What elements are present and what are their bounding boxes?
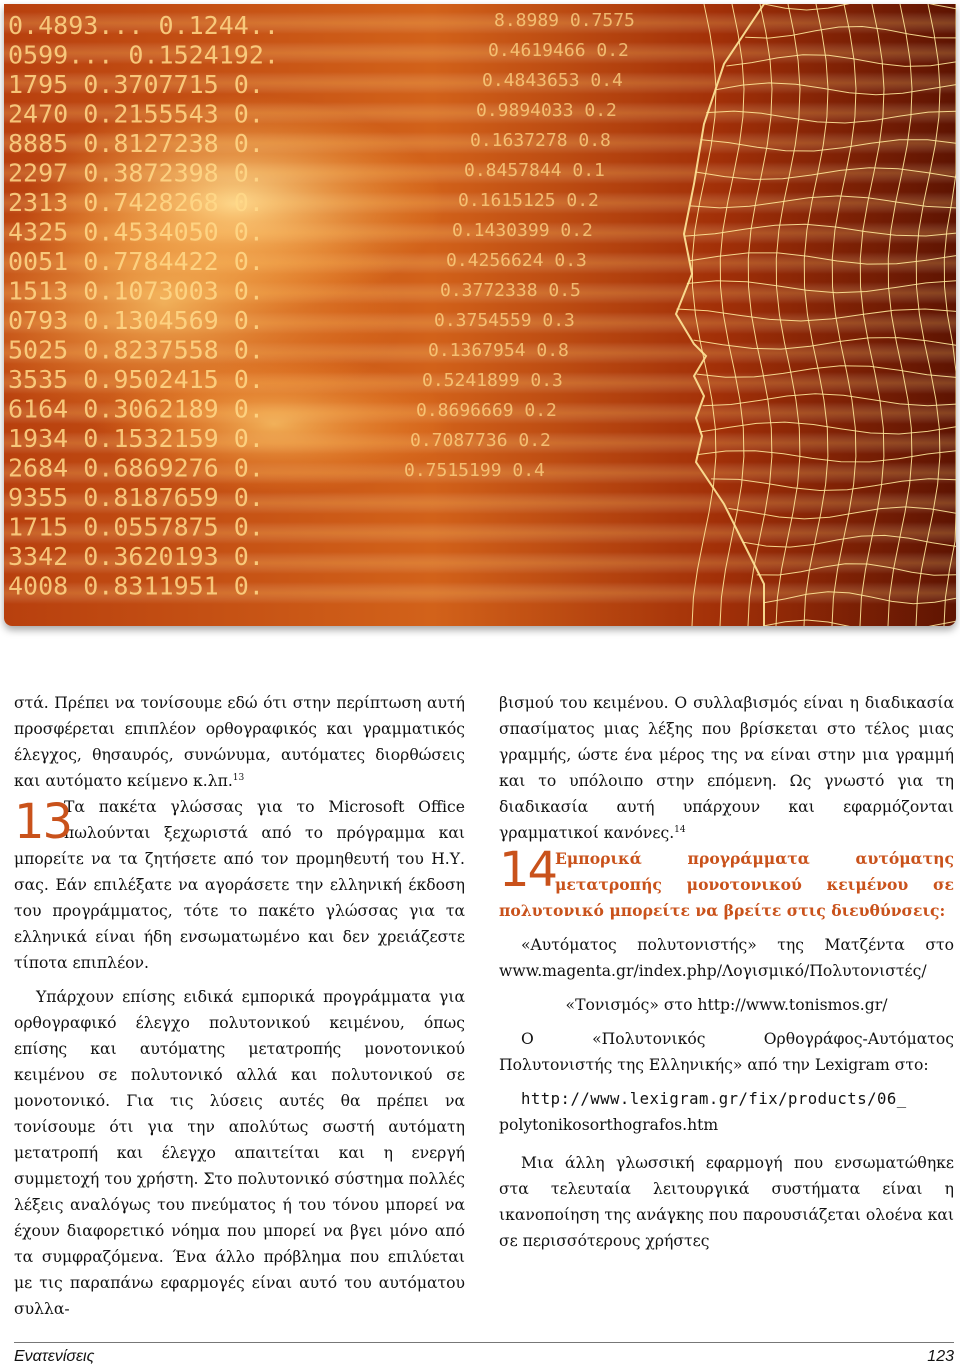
- footnote-number: 13: [14, 794, 72, 850]
- paragraph: Μια άλλη γλωσσική εφαρμογή που ενσωματώθηκε στα τελευταία λειτουργικά συστήματα είναι η ικανοποίηση της ανάγκης που παρουσιάζεται ολοένα και σε περισσότερους χρήστες: [499, 1154, 954, 1250]
- paragraph: στά. Πρέπει να τονίσουμε εδώ ότι στην περίπτωση αυτή προσφέρεται επιπλέον ορθογραφικός και γραμματικός έλεγχος, θησαυρός, συνώνυμα, αυτόματες διορθώσεις και αυτόματο κείμενο κ.λπ.$^{13}$: [14, 694, 465, 790]
- number-row: 0.8696669 0.2: [416, 400, 557, 421]
- number-row: 0051 0.7784422 0.: [8, 247, 264, 276]
- footnote-text: Εμπορικά προγράμματα αυτόματης μετατροπής μονοτονικού κειμένου σε πολυτονικό μπορείτε να βρείτε στις διευθύνσεις:: [499, 849, 954, 920]
- number-row: 1934 0.1532159 0.: [8, 424, 264, 453]
- number-row: 0.7087736 0.2: [410, 430, 551, 451]
- link-tonismos[interactable]: «Τονισμός» στο http://www.tonismos.gr/: [565, 996, 888, 1014]
- number-row: 0.3754559 0.3: [434, 310, 575, 331]
- link-lexigram-url[interactable]: http://www.lexigram.gr/fix/products/06_: [521, 1090, 907, 1108]
- number-row: 9355 0.8187659 0.: [8, 483, 264, 512]
- page-footer: [14, 1342, 954, 1366]
- digital-face-illustration: [4, 4, 956, 626]
- number-row: 0.4256624 0.3: [446, 250, 587, 271]
- page-number: 123: [927, 1348, 954, 1365]
- number-row: 1795 0.3707715 0.: [8, 70, 264, 99]
- footnote-14: [499, 842, 954, 924]
- number-row: 0793 0.1304569 0.: [8, 306, 264, 335]
- number-row: 0.1637278 0.8: [470, 130, 611, 151]
- link-lexigram-text: Ο «Πολυτονικός Ορθογράφος-Αυτόματος Πολυτονιστής της Ελληνικής» από την Lexigram στο:: [499, 1030, 954, 1074]
- number-row: 2313 0.7428268 0.: [8, 188, 264, 217]
- number-row: 0.4843653 0.4: [482, 70, 623, 91]
- number-row: 0.1430399 0.2: [452, 220, 593, 241]
- number-row: 0.1367954 0.8: [428, 340, 569, 361]
- number-row: 0599... 0.1524192.: [8, 40, 279, 70]
- number-row: 0.9894033 0.2: [476, 100, 617, 121]
- number-row: 6164 0.3062189 0.: [8, 394, 264, 424]
- footnote-13: [14, 794, 465, 976]
- footnote-ref: 14: [674, 824, 686, 835]
- number-row: 0.8457844 0.1: [464, 160, 605, 181]
- number-row: 1513 0.1073003 0.: [8, 276, 264, 306]
- number-row: 4008 0.8311951 0.: [8, 571, 264, 601]
- number-row: 5025 0.8237558 0.: [8, 335, 264, 365]
- paragraph: Υπάρχουν επίσης ειδικά εμπορικά προγράμματα για ορθογραφικό έλεγχο πολυτονικού κειμένου, όπως επίσης και αυτόματης μετατροπής μονοτονικού κειμένου σε πολυτονικό αλλά και πολυτονικού σε μονοτονικό. Για τις λύσεις αυτές θα πρέπει να τονίσουμε ότι για την απολύτως σωστή αυτόματη μετατροπή και έλεγχο απαιτείται και η ενεργή συμμετοχή του χρήστη. Στο πολυτονικό σύστημα πολλές λέξεις αναλόγως του πνεύματος ή του τόνου μπορεί να έχουν διαφορετικό νόημα που μπορεί να βγει μόνο από τα συμφραζόμενα. Ένα άλλο πρόβλημα που επιλύεται με τις παραπάνω εφαρμογές είναι αυτό του αυτόματου συλλα-: [14, 988, 465, 1318]
- paragraph: βισμού του κειμένου. Ο συλλαβισμός είναι η διαδικασία σπασίματος μιας λέξης που βρίσκεται στο τέλος μιας γραμμής, ώστε ένα μέρος της να είναι στην μια γραμμή και το υπόλοιπο στην επόμενη. Ως γνωστό για τη διαδικασία αυτή υπάρχουν και εφαρμόζονται γραμματικοί κανόνες.$^{14}$: [499, 694, 954, 842]
- number-row: 2470 0.2155543 0.: [8, 99, 264, 129]
- number-row: 0.4619466 0.2: [488, 40, 629, 61]
- section-title: Ενατενίσεις: [14, 1348, 95, 1365]
- number-row: 0.4893... 0.1244..: [8, 11, 279, 40]
- number-row: 0.3772338 0.5: [440, 280, 581, 301]
- number-row: 2297 0.3872398 0.: [8, 158, 264, 188]
- number-row: 3342 0.3620193 0.: [8, 542, 264, 571]
- footnote-ref: 13: [232, 772, 245, 783]
- number-row: 0.1615125 0.2: [458, 190, 599, 211]
- footnote-text: Τα πακέτα γλώσσας για το Microsoft Office πωλούνται ξεχωριστά από το πρόγραμμα και μπορείτε να τα ζητήσετε από τον προμηθευτή του Η.Υ. σας. Εάν επιλέξατε να αγοράσετε την ελληνική έκδοση του προγράμματος, τότε το πακέτο γλώσσας για τα ελληνικά είναι ήδη ενσωματωμένο και δεν χρειάζεστε τίποτα επιπλέον.: [14, 798, 465, 972]
- number-row: 8.8989 0.7575: [494, 10, 635, 31]
- number-row: 3535 0.9502415 0.: [8, 365, 264, 394]
- left-column: [14, 690, 465, 1322]
- right-column: [499, 690, 954, 1254]
- hero-image: [4, 4, 956, 626]
- link-magenta[interactable]: «Αυτόματος πολυτονιστής» της Ματζέντα στο www.magenta.gr/index.php/Λογισμικό/Πολυτονιστές/: [499, 936, 954, 980]
- number-row: 0.7515199 0.4: [404, 460, 545, 481]
- number-row: 2684 0.6869276 0.: [8, 453, 264, 483]
- footnote-number: 14: [499, 842, 557, 898]
- number-row: 0.5241899 0.3: [422, 370, 563, 391]
- number-row: 4325 0.4534050 0.: [8, 217, 264, 247]
- number-row: 1715 0.0557875 0.: [8, 512, 264, 542]
- link-lexigram-url-cont[interactable]: polytonikosorthografos.htm: [499, 1116, 719, 1134]
- number-row: 8885 0.8127238 0.: [8, 129, 264, 158]
